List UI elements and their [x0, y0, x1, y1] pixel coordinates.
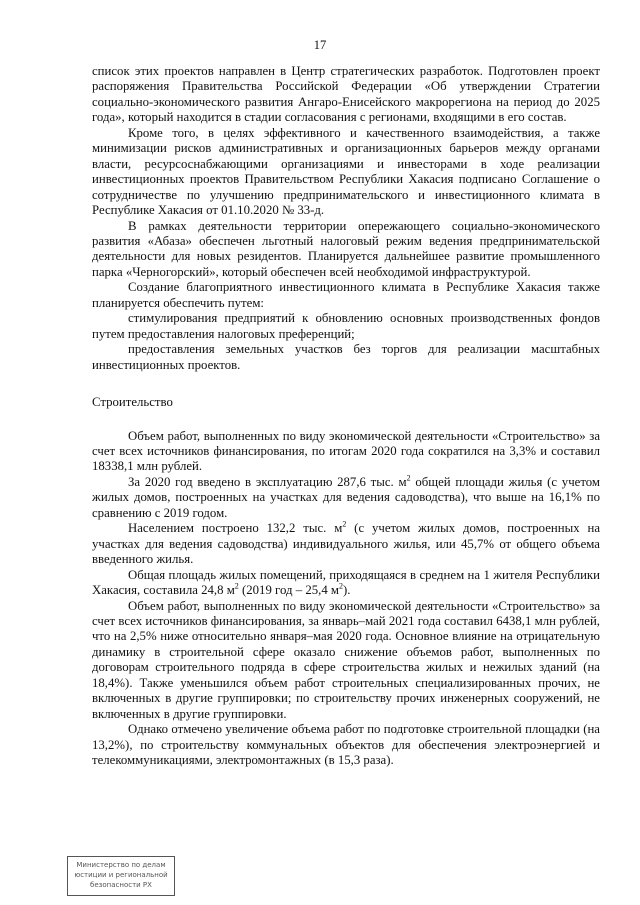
superscript: 2	[342, 519, 347, 529]
paragraph	[92, 475, 600, 521]
paragraph: стимулирования предприятий к обновлению основных производственных фондов путем предоставления налоговых преференций;	[92, 311, 600, 341]
paragraph: Объем работ, выполненных по виду экономической деятельности «Строительство» за счет всех источников финансирования, по итогам 2020 года сократился на 3,3% и составил 18338,1 млн рублей.	[92, 428, 600, 474]
stamp-line: юстиции и региональной	[74, 871, 168, 879]
text-span: (2019 год – 25,4 м	[238, 583, 340, 598]
stamp-line: Министерство по делам	[76, 861, 166, 869]
paragraph: В рамках деятельности территории опережающего социально-экономического развития «Абаза» обеспечен льготный налоговый режим ведения предпринимательской деятельности для новых резидентов. Планируется дальнейшее развитие промышленного парка «Черногорский», который обеспечен всей необходимой инфраструктурой.	[92, 218, 600, 279]
paragraph	[92, 521, 600, 567]
document-body	[92, 64, 600, 768]
text-span: общей площади жилья (с учетом жилых домов, построенных на участках для ведения садоводства), что выше на 16,1% по сравнению с 2019 годом.	[92, 474, 601, 520]
text-span: За 2020 год введено в эксплуатацию 287,6 тыс. м	[128, 474, 407, 489]
paragraph: предоставления земельных участков без торгов для реализации масштабных инвестиционных проектов.	[92, 342, 600, 372]
paragraph: Однако отмечено увеличение объема работ по подготовке строительной площадки (на 13,2%), по строительству коммунальных объектов для обеспечения электроэнергией и телекоммуникациями, электромонтажных (в 15,3 раза).	[92, 722, 600, 768]
text-span: Общая площадь жилых помещений, приходящаяся в среднем на 1 жителя Республики Хакасия, составила 24,8 м	[92, 567, 600, 598]
stamp-line: безопасности РХ	[90, 881, 152, 889]
page-number: 17	[313, 38, 327, 52]
paragraph	[92, 568, 600, 599]
paragraph: Объем работ, выполненных по виду экономической деятельности «Строительство» за счет всех источников финансирования, за январь–май 2021 года составил 6438,1 млн рублей, что на 2,5% ниже относительно января–мая 2020 года. Основное влияние на отрицательную динамику в строительной сфере оказало снижение объемов работ, выполненных по договорам строительного подряда в сфере строительства жилых и нежилых зданий (на 18,4%). Также уменьшился объем работ строительных специализированных прочих, не включенных в другие группировки; по строительству прочих инженерных сооружений, не включенных в другие группировки.	[92, 598, 600, 721]
text-span: (с учетом жилых домов, построенных на участках для ведения садоводства) индивидуального жилья, или 45,7% от общего объема введенного жилья.	[92, 521, 601, 567]
section-heading: Строительство	[92, 395, 173, 410]
text-span: ).	[343, 583, 351, 598]
superscript: 2	[234, 581, 239, 591]
paragraph: Создание благоприятного инвестиционного климата в Республике Хакасия также планируется обеспечить путем:	[92, 280, 600, 310]
text-span: Населением построено 132,2 тыс. м	[128, 521, 343, 536]
paragraph: Кроме того, в целях эффективного и качественного взаимодействия, а также минимизации рисков административных и организационных барьеров между органами власти, ресурсоснабжающими организациями и инвесторами в ходе реализации инвестиционных проектов Правительством Республики Хакасия подписано Соглашение о сотрудничестве по улучшению предпринимательского и инвестиционного климата в Республике Хакасия от 01.10.2020 № 33-д.	[92, 125, 600, 218]
paragraph: список этих проектов направлен в Центр стратегических разработок. Подготовлен проект распоряжения Правительства Российской Федерации «Об утверждении Стратегии социально-экономического развития Ангаро-Енисейского макрорегиона на период до 2025 года», который находится в стадии согласования с регионами, входящими в его состав.	[92, 64, 600, 125]
superscript: 2	[339, 581, 344, 591]
registration-stamp	[67, 856, 175, 896]
superscript: 2	[406, 473, 411, 483]
